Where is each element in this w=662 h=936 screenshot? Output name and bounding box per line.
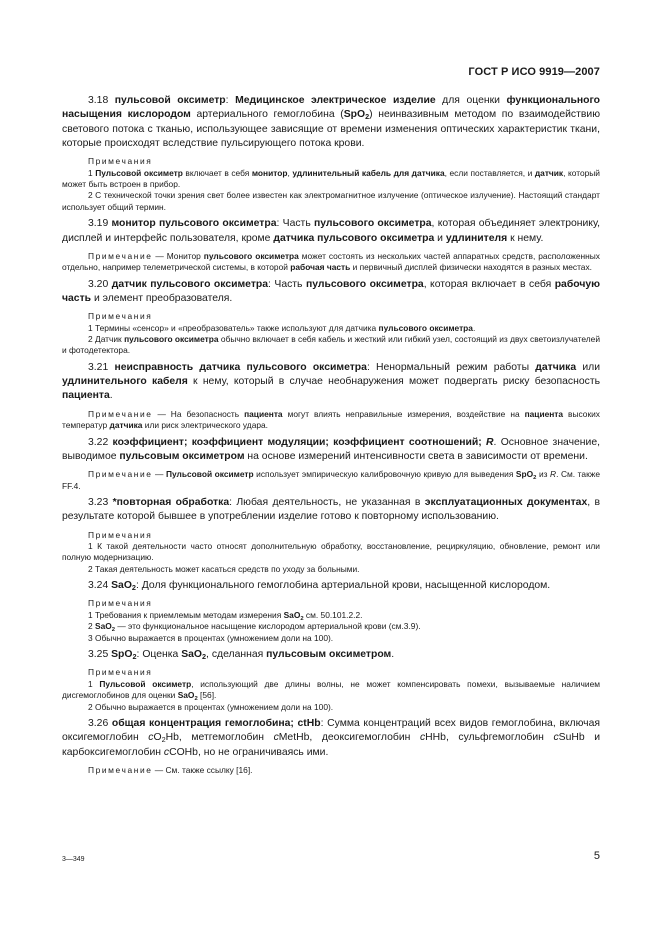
note-part: или риск электрического удара. (142, 420, 268, 431)
note-part: — это функциональное насыщение кислородом артериальной крови (см.3.9). (115, 621, 421, 632)
entry-3-26 (62, 717, 600, 760)
notes-3-19 (62, 251, 600, 274)
def-part: . (109, 390, 113, 402)
standard-header: ГОСТ Р ИСО 9919—2007 (468, 66, 600, 78)
notes-3-20 (62, 311, 600, 357)
note-part: см. 50.101.2.2. (303, 609, 363, 620)
def-part: артериального гемоглобина ( (190, 109, 344, 121)
page-content (62, 94, 600, 780)
def-part: , в результате которой бывшее в употреблении изделие готово к повторному использованию. (62, 496, 600, 523)
note-part: монитор (251, 167, 288, 178)
def-part: датчика (535, 361, 577, 373)
note-part: , который может быть встроен в прибор. (62, 167, 600, 189)
note-1: 1 К такой деятельности часто относят дополнительную обработку, восстановление, рециркуляцию, обновление, ремонт или полную модернизацию. (62, 540, 600, 563)
def-part: : Оценка (136, 649, 182, 661)
def-part: MetHb, деоксигемоглобин (278, 732, 420, 744)
entry-3-18: 3.18 пульсовой оксиметр: Медицинское электрическое изделие для оценки функционального насыщения кислородом артериального гемоглобина (SpO$_2$) неинвазивным методом по взаимодействию светового потока с тканью, использующее зависящие от времени изменения оптических характеристик ткани, которые происходят вследствие пульсирующего потока крови. (62, 95, 601, 149)
def-part: , которая включает в себя (423, 278, 555, 290)
def-part: c (163, 746, 170, 758)
entry-number: 3.23 (88, 496, 109, 508)
def-part: пульсового оксиметра (305, 278, 424, 290)
note-label: Примечание (88, 469, 153, 480)
note-part: высоких температур (62, 408, 600, 431)
term: SpO (111, 649, 133, 661)
note-part: 1 (88, 167, 96, 178)
def-part: для оценки (435, 95, 507, 106)
term: неисправность датчика пульсового оксиметра (114, 361, 367, 373)
def-part: . (391, 649, 395, 661)
note-1 (62, 168, 600, 191)
def-part: . Основное значение, выводимое (62, 436, 601, 462)
entry-number: 3.21 (88, 361, 109, 373)
def-part: COHb, но не ограничиваясь ими. (169, 746, 329, 758)
note-part: Пульсовой оксиметр (95, 167, 183, 178)
notes-heading: Примечания (88, 156, 153, 167)
note (62, 765, 600, 776)
def-part: рабочую часть (62, 278, 601, 304)
subscript: 2 (194, 696, 198, 703)
note-part: пациента (524, 408, 564, 419)
subscript: 2 (533, 475, 537, 482)
entry-number: 3.24 (88, 580, 109, 592)
def-part: : Часть (276, 218, 314, 230)
def-part: : Сумма концентраций всех видов гемоглобина, включая оксигемоглобин (62, 718, 600, 744)
def-part: датчика пульсового оксиметра (273, 232, 435, 244)
subscript: 2 (132, 652, 137, 662)
def-part: Медицинское электрическое изделие (235, 95, 436, 106)
note-1 (62, 679, 600, 702)
entry-number: 3.25 (88, 649, 109, 661)
entry-3-23 (62, 496, 600, 525)
def-part: c (148, 732, 154, 744)
def-part: SpO (343, 109, 366, 121)
note-part: удлинительный кабель для датчика (292, 167, 445, 178)
entry-number: 3.22 (88, 436, 109, 448)
entry-3-21 (62, 361, 600, 404)
def-part: SuHb и карбоксигемоглобин (62, 732, 601, 758)
notes-3-18 (62, 156, 600, 213)
note-part: может состоять из нескольких частей аппаратных средств, расположенных отдельно, например телеметрической системы, в которой (62, 250, 600, 273)
subscript: 2 (161, 735, 166, 745)
note-2: 2 С технической точки зрения свет более известен как электромагнитное излучение (оптическое излучение). Настоящий стандарт использует общий термин. (62, 190, 600, 212)
notes-3-24 (62, 598, 600, 644)
note-part: , если поставляется, и (444, 167, 535, 178)
def-part: пациента (62, 390, 110, 402)
def-part: на основе измерений интенсивности света в зависимости от времени. (244, 450, 588, 462)
notes-3-26 (62, 765, 600, 776)
term-symbol: R (486, 436, 494, 448)
def-part: Hb, метгемоглобин (165, 732, 274, 744)
term: *повторная обработка (112, 496, 230, 508)
def-part: или (576, 361, 600, 373)
note-part: — (152, 469, 166, 480)
note-2 (62, 334, 600, 357)
def-part: O (153, 732, 162, 744)
note-part: 1 Требования к приемлемым методам измерения (88, 609, 284, 620)
note-part: SpO (515, 469, 534, 480)
note-3: 3 Обычно выражается в процентах (умножением доли на 100). (88, 632, 334, 643)
note-label: Примечание (88, 408, 153, 419)
notes-heading: Примечания (88, 598, 153, 609)
note-part: датчик (534, 167, 564, 178)
note-part: 2 (88, 621, 95, 632)
def-part: : Ненормальный режим работы (366, 361, 536, 373)
note-part: . (472, 322, 476, 333)
entry-3-20 (62, 278, 600, 307)
entry-number: 3.20 (88, 278, 109, 290)
page-number: 5 (593, 850, 600, 862)
def-part: пульсовым оксиметром (119, 450, 245, 462)
entry-3-19 (62, 217, 600, 246)
entry-number: 3.18 (88, 95, 109, 106)
def-part: удлинителя (445, 232, 508, 244)
def-part: , которая объединяет электронику, дисплей и интерфейс пользователя, кроме (62, 218, 601, 244)
note-part: SaO (95, 621, 112, 632)
note-part: включает в себя (182, 167, 252, 178)
note-part: , (287, 167, 293, 178)
def-part: и элемент преобразователя. (91, 292, 233, 304)
notes-3-23 (62, 530, 600, 576)
note-part: . См. также FF.4. (62, 469, 601, 491)
note-part: 2 Датчик (88, 334, 125, 345)
note (62, 469, 600, 492)
def-part: : Доля функционального гемоглобина артериальной крови, насыщенной кислородом. (135, 580, 551, 592)
note-part: могут влиять неправильные измерения, воздействие на (282, 408, 525, 419)
subscript: 2 (131, 583, 136, 593)
note (62, 409, 600, 432)
note-part: — Монитор (152, 250, 204, 261)
subscript: 2 (111, 627, 116, 634)
notes-heading: Примечания (88, 311, 153, 322)
subscript: 2 (202, 652, 207, 662)
def-part: пульсового оксиметра (314, 218, 432, 230)
note-part: обычно включает в себя кабель и жесткий или гибкий узел, состоящий из двух светоизлучателей и фотодетектора. (62, 334, 601, 356)
footer-code: 3—349 (62, 856, 85, 863)
term: монитор пульсового оксиметра (111, 218, 277, 230)
subscript: 2 (300, 615, 304, 622)
note-part: — На безопасность (152, 408, 245, 419)
def-part: ) неинвазивным методом по взаимодействию светового потока с тканью, использующее зависящие от времени изменения оптических характеристик ткани, которые происходят вследствие пульсирующего потока крови. (62, 109, 600, 149)
subscript: 2 (365, 112, 370, 122)
entry-3-22 (62, 436, 600, 465)
note-part: R (550, 469, 557, 480)
def-part: пульсовым оксиметром (266, 649, 392, 661)
note-part: рабочая часть (290, 262, 351, 273)
term: SaO (111, 580, 132, 592)
def-part: и (434, 232, 446, 244)
note-part: использует эмпирическую калибровочную кривую для выведения (253, 469, 516, 480)
def-part: HHb, сульфгемоглобин (425, 732, 554, 744)
note-part: из (536, 469, 551, 480)
note-1 (62, 610, 600, 621)
term: датчик пульсового оксиметра (111, 278, 269, 290)
note-part: , использующий две длины волны, не может компенсировать помехи, вызываемые наличием дисгемоглобинов для оценки (62, 678, 600, 701)
def-part: SaO (181, 649, 202, 661)
note-part: [56]. (197, 690, 217, 701)
note-part: пациента (244, 408, 283, 419)
entry-number: 3.26 (88, 718, 109, 730)
notes-3-22 (62, 469, 600, 492)
note-part: и первичный дисплей физически находятся в разных местах. (350, 262, 592, 273)
def-part: удлинительного кабеля (62, 376, 188, 388)
def-part: c (273, 732, 279, 744)
note-part: — См. также ссылку [16]. (152, 764, 253, 775)
note-part: датчика (109, 420, 143, 431)
note-part: пульсового оксиметра (203, 250, 299, 261)
notes-3-25 (62, 667, 600, 713)
def-part: : Часть (268, 278, 306, 290)
note-part: пульсового оксиметра (124, 334, 219, 345)
term: коэффициент; коэффициент модуляции; коэффициент соотношений; (112, 436, 487, 448)
note-part: пульсового оксиметра (378, 322, 473, 333)
note-part: SaO (283, 609, 301, 620)
note-label: Примечание (88, 250, 153, 261)
note-part: SaO (177, 690, 195, 701)
term: пульсовой оксиметр (114, 95, 226, 106)
def-part: к нему. (507, 232, 544, 244)
def-part: c (419, 732, 426, 744)
note-2: 2 Обычно выражается в процентах (умножением доли на 100). (88, 701, 334, 712)
def-part: эксплуатационных документах (424, 496, 588, 508)
note-part: 1 Термины «сенсор» и «преобразователь» также используют для датчика (88, 322, 379, 333)
note-1 (62, 323, 600, 334)
note-2: 2 Такая деятельность может касаться средств по уходу за больными. (88, 563, 360, 574)
note (62, 251, 600, 274)
def-part: , сделанная (206, 649, 267, 661)
entry-3-24 (62, 579, 600, 593)
note-2 (62, 621, 600, 632)
entry-number: 3.19 (88, 218, 109, 230)
def-part: : Любая деятельность, не указанная в (229, 496, 425, 508)
note-part: Пульсовой оксиметр (99, 678, 192, 689)
entry-3-25 (62, 648, 600, 662)
notes-heading: Примечания (88, 529, 153, 540)
notes-heading: Примечания (88, 667, 153, 678)
note-part: 1 (88, 678, 100, 689)
notes-3-21 (62, 409, 600, 432)
note-part: Пульсовой оксиметр (165, 469, 254, 480)
note-label: Примечание (88, 764, 153, 775)
def-part: функционального насыщения кислородом (62, 95, 601, 121)
def-part: к нему, который в случае необнаружения может подвергать риску безопасность (187, 376, 600, 388)
term: общая концентрация гемоглобина; ctHb (111, 718, 321, 730)
def-part: c (553, 732, 559, 744)
